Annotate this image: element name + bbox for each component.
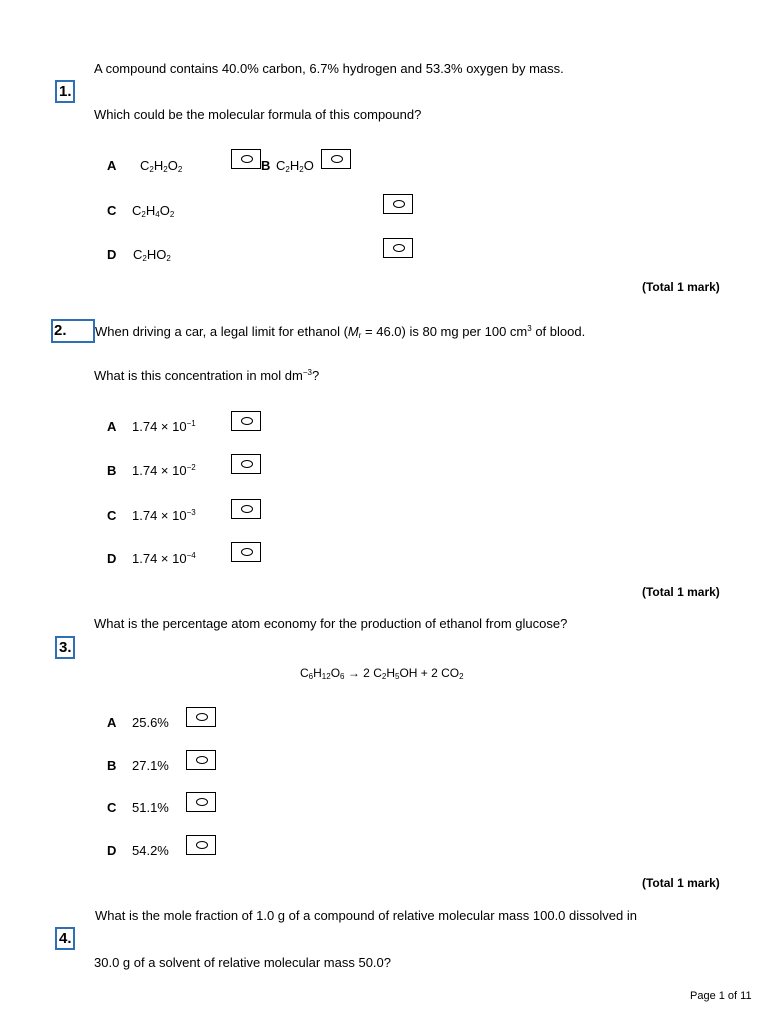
q1-option-d-formula: $C_2HO_2$ — [133, 247, 171, 263]
q1-option-b-answer-box[interactable] — [321, 149, 351, 169]
answer-oval-icon — [331, 155, 343, 163]
q1-question: Which could be the molecular formula of this compound? — [94, 107, 422, 122]
q2-option-b-answer-box[interactable] — [231, 454, 261, 474]
q1-option-d-letter: D — [107, 247, 117, 262]
q3-number: 3. — [55, 636, 75, 659]
q4-line1: What is the mole fraction of 1.0 g of a compound of relative molecular mass 100.0 dissolved in — [95, 908, 637, 923]
q3-option-c-value: 51.1% — [132, 800, 169, 815]
q2-option-c-value: $1.74 \times 10^{-3}$ — [132, 508, 196, 523]
q1-option-a-answer-box[interactable] — [231, 149, 261, 169]
q2-option-b-letter: B — [107, 463, 117, 478]
q1-total-mark: (Total 1 mark) — [642, 280, 720, 294]
q2-option-d-answer-box[interactable] — [231, 542, 261, 562]
q1-number: 1. — [55, 80, 75, 103]
answer-oval-icon — [196, 798, 208, 806]
q1-option-a-formula: $C_2H_2O_2$ — [140, 158, 183, 174]
answer-oval-icon — [196, 841, 208, 849]
q3-option-a-value: 25.6% — [132, 715, 169, 730]
q2-option-d-value: $1.74 \times 10^{-4}$ — [132, 551, 196, 566]
q4-line2: 30.0 g of a solvent of relative molecular mass 50.0? — [94, 955, 391, 970]
answer-oval-icon — [196, 713, 208, 721]
q3-equation: $C_6H_{12}O_6 \to 2$ $C_2H_5OH + 2$ $CO_2$ — [300, 666, 464, 681]
q3-option-b-answer-box[interactable] — [186, 750, 216, 770]
answer-oval-icon — [393, 200, 405, 208]
q3-option-b-value: 27.1% — [132, 758, 169, 773]
q1-option-b-letter: B — [261, 158, 271, 173]
q3-option-a-letter: A — [107, 715, 117, 730]
q2-total-mark: (Total 1 mark) — [642, 585, 720, 599]
q2-option-a-answer-box[interactable] — [231, 411, 261, 431]
q1-option-c-letter: C — [107, 203, 117, 218]
q1-option-a-letter: A — [107, 158, 117, 173]
answer-oval-icon — [393, 244, 405, 252]
q1-option-c-formula: $C_2H_4O_2$ — [132, 203, 175, 219]
answer-oval-icon — [241, 460, 253, 468]
q3-option-d-letter: D — [107, 843, 117, 858]
q3-option-a-answer-box[interactable] — [186, 707, 216, 727]
q3-question: What is the percentage atom economy for the production of ethanol from glucose? — [94, 616, 568, 631]
q1-option-c-answer-box[interactable] — [383, 194, 413, 214]
q4-number: 4. — [55, 927, 75, 950]
q2-option-a-letter: A — [107, 419, 117, 434]
q3-option-d-answer-box[interactable] — [186, 835, 216, 855]
q1-option-b-formula: $C_2H_2O$ — [276, 158, 314, 174]
q3-option-d-value: 54.2% — [132, 843, 169, 858]
q2-option-c-letter: C — [107, 508, 117, 523]
answer-oval-icon — [241, 548, 253, 556]
q2-option-b-value: $1.74 \times 10^{-2}$ — [132, 463, 196, 478]
q1-stem: A compound contains 40.0% carbon, 6.7% hydrogen and 53.3% oxygen by mass. — [94, 61, 564, 76]
q1-option-d-answer-box[interactable] — [383, 238, 413, 258]
q3-option-c-letter: C — [107, 800, 117, 815]
q2-question: What is this concentration in mol $dm^{-3}$? — [94, 368, 320, 383]
answer-oval-icon — [241, 417, 253, 425]
answer-oval-icon — [196, 756, 208, 764]
q2-option-c-answer-box[interactable] — [231, 499, 261, 519]
answer-oval-icon — [241, 155, 253, 163]
q2-option-d-letter: D — [107, 551, 117, 566]
page-number: Page 1 of 11 — [690, 990, 752, 1002]
q2-number: 2. — [51, 319, 95, 343]
answer-oval-icon — [241, 505, 253, 513]
q3-total-mark: (Total 1 mark) — [642, 876, 720, 890]
q2-option-a-value: $1.74 \times 10^{-1}$ — [132, 419, 196, 434]
q3-option-c-answer-box[interactable] — [186, 792, 216, 812]
q2-stem: When driving a car, a legal limit for ethanol $(M_r = 46.0)$ is 80 mg per 100 $cm^3$ of blood. — [95, 324, 586, 340]
q3-option-b-letter: B — [107, 758, 117, 773]
